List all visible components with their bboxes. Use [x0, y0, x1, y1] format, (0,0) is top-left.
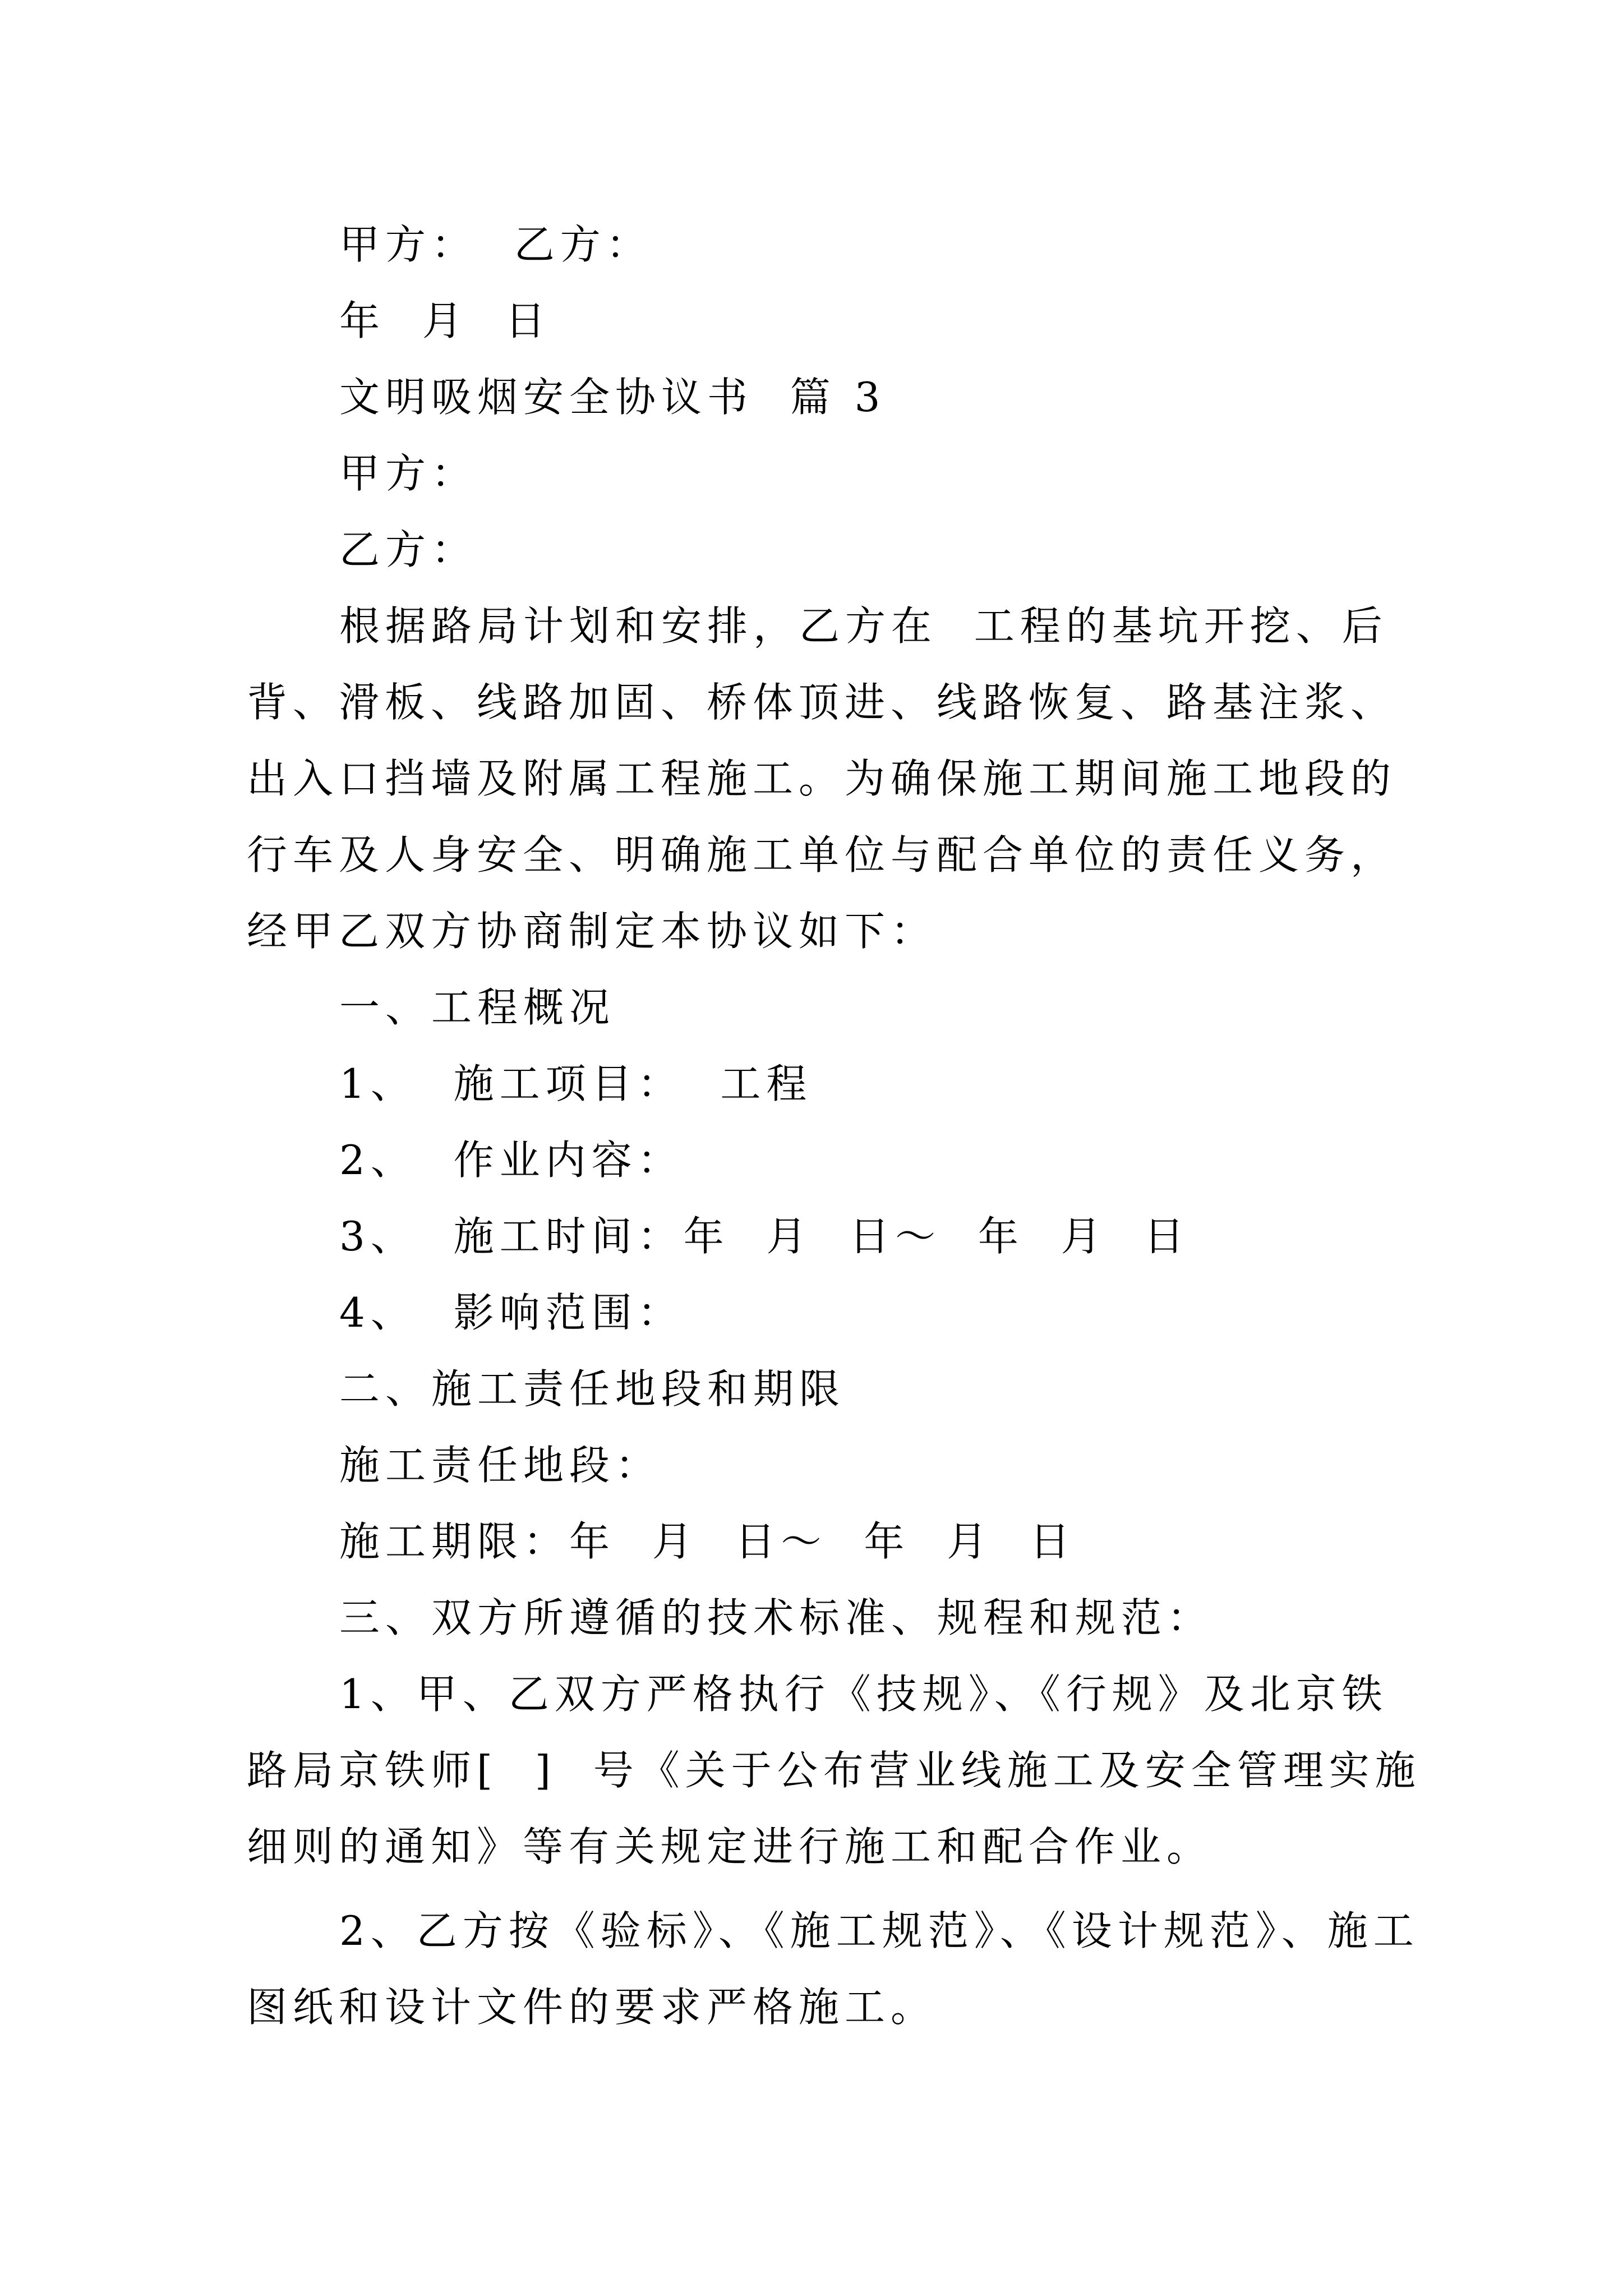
- party-a-line: 甲方：: [339, 450, 478, 497]
- party-b-line: 乙方：: [339, 526, 478, 573]
- section-heading-1: 一、工程概况: [339, 984, 616, 1031]
- project-item-3: 3、 施工时间：年 月 日～ 年 月 日: [339, 1213, 1190, 1260]
- section-heading-2: 二、施工责任地段和期限: [339, 1365, 846, 1412]
- intro-paragraph: 根据路局计划和安排，乙方在 工程的基坑开挖、后背、滑板、线路加固、桥体顶进、线路恢复、路基注浆、出入口挡墙及附属工程施工。为确保施工期间施工地段的行车及人身安全、明确施工单位与配合单位的责任义务，经甲乙双方协商制定本协议如下：: [247, 602, 1397, 955]
- responsibility-section-line: 施工责任地段：: [339, 1442, 662, 1489]
- signature-parties-line: 甲方： 乙方：: [339, 221, 652, 268]
- construction-period-line: 施工期限：年 月 日～ 年 月 日: [339, 1518, 1076, 1565]
- date-line: 年 月 日: [339, 297, 551, 344]
- project-item-1: 1、 施工项目： 工程: [339, 1060, 813, 1107]
- project-item-4: 4、 影响范围：: [339, 1289, 684, 1336]
- standards-paragraph-1: 1、甲、乙双方严格执行《技规》、《行规》及北京铁路局京铁师[ ] 号《关于公布营业线施工及安全管理实施细则的通知》等有关规定进行施工和配合作业。: [247, 1671, 1421, 1870]
- section-heading-3: 三、双方所遵循的技术标准、规程和规范：: [339, 1594, 1214, 1641]
- standards-paragraph-2: 2、乙方按《验标》、《施工规范》、《设计规范》、施工图纸和设计文件的要求严格施工。: [247, 1907, 1419, 2031]
- project-item-2: 2、 作业内容：: [339, 1137, 684, 1184]
- document-body: [247, 206, 1430, 2045]
- document-title: 文明吸烟安全协议书 篇 3: [339, 374, 886, 421]
